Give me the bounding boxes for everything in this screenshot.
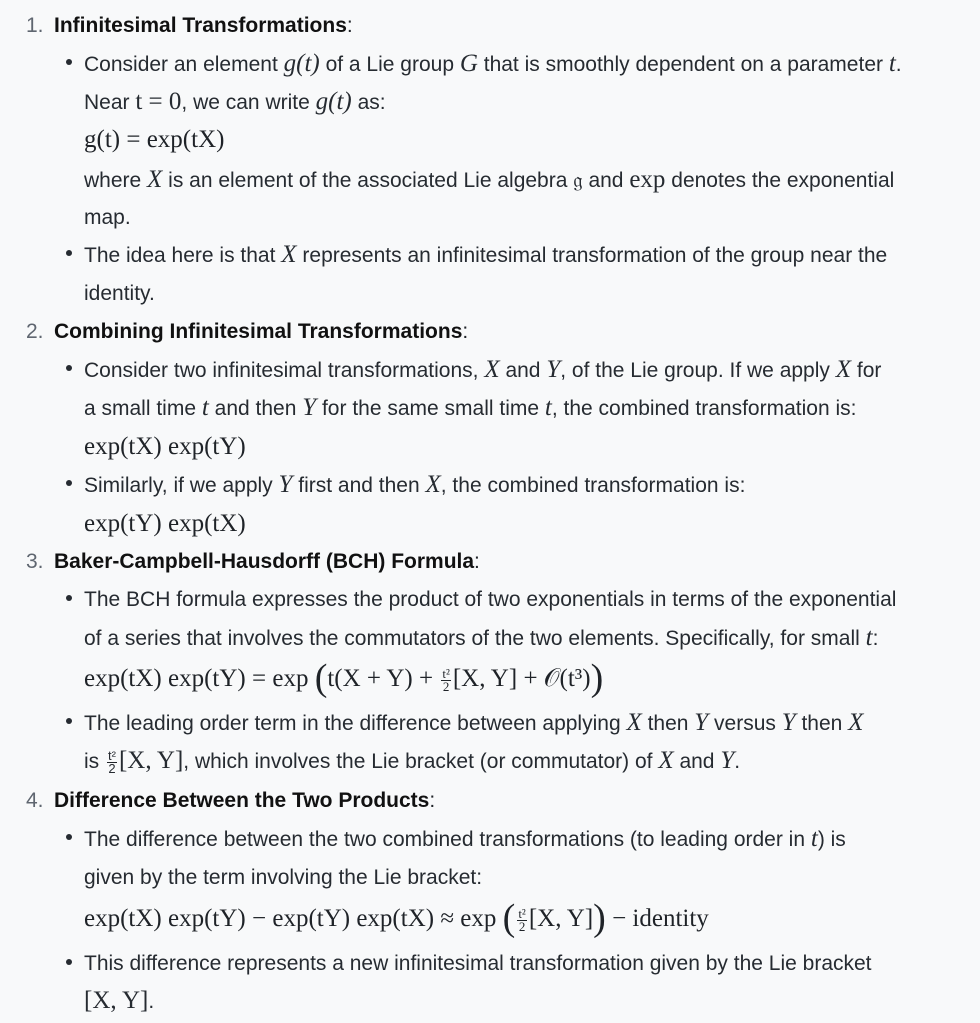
section-title: Baker-Campbell-Hausdorff (BCH) Formula <box>54 550 475 573</box>
paragraph-line: [X, Y]. <box>84 987 155 1014</box>
fraction: $\frac{\text{t²}}{2}$ <box>442 665 450 694</box>
fraction: $\frac{\text{t²}}{2}$ <box>108 747 116 776</box>
equation: exp(tX) exp(tY) <box>84 433 246 460</box>
section-number: 1. <box>26 14 44 37</box>
bullet-icon <box>66 59 72 65</box>
bullet-icon <box>66 834 72 840</box>
section-number: 4. <box>26 789 44 812</box>
section-title: Difference Between the Two Products <box>54 789 430 812</box>
bullet-icon <box>66 718 72 724</box>
section-number: 2. <box>26 320 44 343</box>
section-2-heading: 2. Combining Infinitesimal Transformations: <box>26 320 469 343</box>
paragraph-line: given by the term involving the Lie bracket: <box>84 866 483 889</box>
paragraph-line: of a series that involves the commutators of the two elements. Specifically, for small t: <box>84 624 879 651</box>
section-title: Combining Infinitesimal Transformations <box>54 320 463 343</box>
paragraph-line: Consider an element g(t) of a Lie group G that is smoothly dependent on a parameter t. <box>84 50 902 77</box>
paragraph-line: The difference between the two combined transformations (to leading order in t) is <box>84 825 846 852</box>
paragraph-line: The idea here is that X represents an infinitesimal transformation of the group near the <box>84 241 888 268</box>
section-number: 3. <box>26 550 44 573</box>
paragraph-line: where X is an element of the associated Lie algebra 𝔤 and exp denotes the exponential <box>84 166 895 193</box>
difference-equation: exp(tX) exp(tY) − exp(tY) exp(tX) ≈ exp ( $\frac{\text{t²}}{2}$ [X, Y]) − identity <box>84 897 709 939</box>
paragraph-line: This difference represents a new infinitesimal transformation given by the Lie bracket <box>84 952 872 975</box>
section-title: Infinitesimal Transformations <box>54 14 347 37</box>
paragraph-line: Near t = 0, we can write g(t) as: <box>84 88 386 115</box>
bullet-icon <box>66 250 72 256</box>
equation: g(t) = exp(tX) <box>84 126 225 153</box>
section-3-heading: 3. Baker-Campbell-Hausdorff (BCH) Formula: <box>26 550 480 573</box>
bullet-icon <box>66 959 72 965</box>
equation: exp(tY) exp(tX) <box>84 510 246 537</box>
fraction: $\frac{\text{t²}}{2}$ <box>518 905 526 934</box>
paragraph-line: Similarly, if we apply Y first and then X, the combined transformation is: <box>84 471 746 498</box>
bullet-icon <box>66 365 72 371</box>
paragraph-line: The BCH formula expresses the product of two exponentials in terms of the exponential <box>84 588 897 611</box>
bch-equation: exp(tX) exp(tY) = exp (t(X + Y) + $\frac{\text{t²}}{2}$ [X, Y] + 𝒪(t³)) <box>84 657 604 699</box>
paragraph-line: Consider two infinitesimal transformations, X and Y, of the Lie group. If we apply X for <box>84 356 882 383</box>
paragraph-line: The leading order term in the difference between applying X then Y versus Y then X <box>84 709 864 736</box>
section-4-heading: 4. Difference Between the Two Products: <box>26 789 436 812</box>
paragraph-line: is $\frac{\text{t²}}{2}$ [X, Y], which involves the Lie bracket (or commutator) of X and Y. <box>84 747 741 776</box>
bullet-icon <box>66 480 72 486</box>
paragraph-line: a small time t and then Y for the same small time t, the combined transformation is: <box>84 394 857 421</box>
paragraph-line: identity. <box>84 282 155 305</box>
bullet-icon <box>66 595 72 601</box>
paragraph-line: map. <box>84 206 131 229</box>
section-1-heading: 1. Infinitesimal Transformations: <box>26 14 353 37</box>
